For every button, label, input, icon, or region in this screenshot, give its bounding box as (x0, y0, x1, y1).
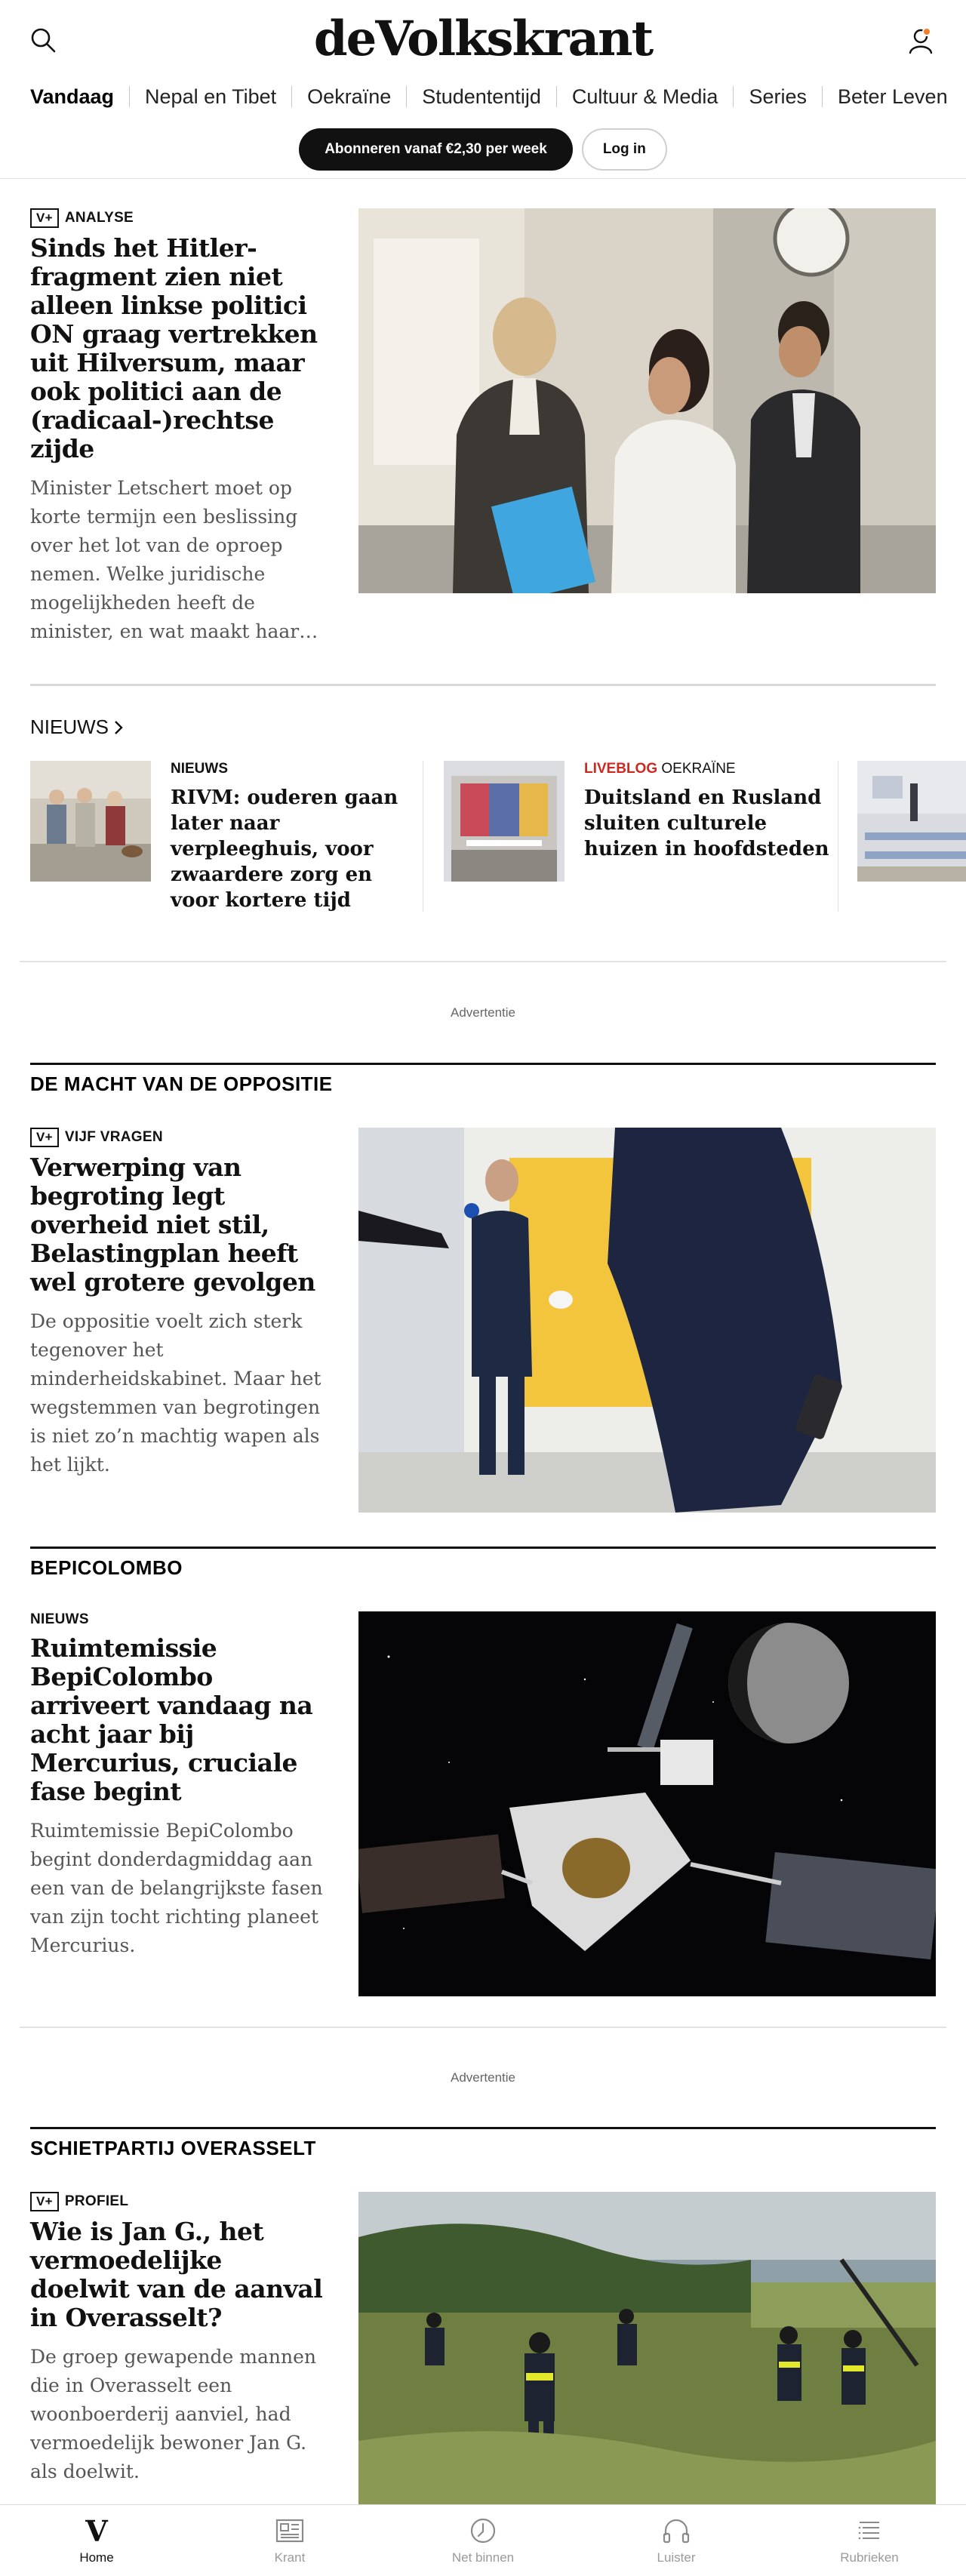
article-photo[interactable] (358, 2192, 936, 2504)
article-headline[interactable]: Wie is Jan G., het vermoedelijke doelwit van de aanval in Overasselt? (30, 2217, 323, 2332)
article-kicker: NIEUWS (30, 1611, 89, 1627)
news-kicker: NIEUWS (171, 761, 228, 777)
politicians-hallway-photo (358, 208, 936, 593)
news-thumbnail (857, 761, 966, 882)
headphones-icon (659, 2516, 694, 2546)
news-title[interactable]: RIVM: ouderen gaan later naar verpleeghuis, voor zwaardere zorg en voor kortere tijd (171, 786, 398, 912)
account-button[interactable] (906, 26, 937, 57)
cultural-building-photo (444, 761, 565, 882)
clock-icon (466, 2516, 500, 2546)
tab-krant[interactable] (193, 2505, 386, 2576)
advertisement-label: Advertentie (451, 2070, 515, 2085)
nav-divider (822, 86, 823, 107)
nav-item-vandaag[interactable]: Vandaag (30, 85, 115, 108)
list-icon (852, 2516, 887, 2546)
liveblog-badge: LIVEBLOG (584, 761, 658, 777)
tab-home[interactable] (0, 2505, 193, 2576)
article-text (30, 208, 325, 646)
premium-badge: V+ (30, 2192, 59, 2211)
nav-item-beter-leven[interactable]: Beter Leven (837, 85, 948, 108)
login-button[interactable]: Log in (582, 128, 667, 171)
premium-badge: V+ (30, 1128, 59, 1147)
article-kicker: PROFIEL (64, 2193, 129, 2209)
nav-divider (406, 86, 407, 107)
article-intro: Ruimtemissie BepiColombo begint donderdagmiddag aan een van de belangrijkste fasen van zijn tocht richting planeet Mercurius. (30, 1820, 323, 1956)
tab-label: Krant (274, 2550, 306, 2565)
article-text (30, 2192, 325, 2486)
news-card[interactable] (30, 761, 430, 912)
advertisement-label: Advertentie (451, 1005, 515, 1020)
article-photo[interactable] (358, 1128, 936, 1513)
premium-badge: V+ (30, 208, 59, 228)
nav-divider (129, 86, 130, 107)
section-rule (30, 2127, 936, 2129)
section-rule (30, 1547, 936, 1549)
tab-label: Home (79, 2550, 114, 2565)
news-thumbnail (30, 761, 151, 882)
news-kicker: OEKRAÏNE (661, 761, 736, 777)
article-text (30, 1128, 325, 1479)
news-card-partial[interactable] (857, 761, 966, 912)
nav-divider (733, 86, 734, 107)
bottom-tab-bar (0, 2504, 966, 2576)
nav-divider (291, 86, 292, 107)
article-intro: Minister Letschert moet op korte termijn een beslissing over het lot van de oproep nemen. Welke juridische mogelijkheden heeft de minister, en wat maakt haar… (30, 477, 318, 642)
article-headline[interactable]: Sinds het Hitler-fragment zien niet alleen linkse politici ON graag vertrekken uit Hilversum, maar ook politici aan de (radicaal-)rechtse zijde (30, 233, 318, 463)
article-card[interactable] (30, 2192, 936, 2504)
svg-text:V: V (85, 2516, 108, 2546)
tab-label: Rubrieken (840, 2550, 899, 2565)
subscription-bar (0, 128, 966, 171)
news-body (171, 761, 420, 913)
article-card[interactable] (30, 1611, 936, 1996)
notification-dot (922, 27, 931, 36)
tab-label: Luister (657, 2550, 696, 2565)
article-text (30, 1611, 325, 1960)
nav-item-series[interactable]: Series (749, 85, 807, 108)
nav-item-studententijd[interactable]: Studententijd (422, 85, 541, 108)
section-rule (30, 1063, 936, 1065)
article-label (30, 208, 325, 228)
article-label (30, 2192, 325, 2211)
news-label (171, 761, 420, 777)
news-label (584, 761, 833, 777)
police-search-photo (358, 2192, 936, 2504)
article-intro: De oppositie voelt zich sterk tegenover het minderheidskabinet. Maar het wegstemmen van begrotingen is niet zo’n machtig wapen als het lijkt. (30, 1310, 321, 1476)
nav-item-cultuur-media[interactable]: Cultuur & Media (571, 85, 718, 108)
news-card[interactable] (444, 761, 844, 912)
section-divider (20, 2027, 946, 2028)
article-headline[interactable]: Ruimtemissie BepiColombo arriveert vandaag na acht jaar bij Mercurius, cruciale fase begint (30, 1633, 313, 1806)
section-title[interactable]: SCHIETPARTIJ OVERASSELT (30, 2137, 316, 2159)
spacecraft-mercury-photo (358, 1611, 936, 1996)
news-heading[interactable] (30, 716, 124, 739)
user-icon (906, 26, 937, 57)
article-label (30, 1128, 325, 1147)
header-divider (0, 178, 966, 179)
lead-article[interactable] (30, 208, 936, 642)
news-thumbnail (444, 761, 565, 882)
tab-net-binnen[interactable] (386, 2505, 580, 2576)
article-photo[interactable] (358, 208, 936, 593)
tab-label: Net binnen (451, 2550, 515, 2565)
section-divider (30, 684, 936, 686)
article-label (30, 1611, 325, 1628)
nav-item-oekraine[interactable]: Oekraïne (307, 85, 392, 108)
section-title[interactable]: BEPICOLOMBO (30, 1556, 183, 1579)
section-nav (30, 82, 948, 112)
article-intro: De groep gewapende mannen die in Overasselt een woonboerderij aanviel, had vermoedelijk bewoner Jan G. als doelwit. (30, 2346, 316, 2482)
section-divider (20, 961, 946, 962)
article-headline[interactable]: Verwerping van begroting legt overheid niet stil, Belastingplan heeft wel grotere gevolgen (30, 1153, 315, 1297)
article-kicker: ANALYSE (64, 210, 134, 226)
nav-item-nepal-en-tibet[interactable]: Nepal en Tibet (145, 85, 277, 108)
newspaper-icon (272, 2516, 307, 2546)
article-photo[interactable] (358, 1611, 936, 1996)
classroom-photo (857, 761, 966, 882)
news-heading-label: NIEUWS (30, 716, 109, 738)
politician-interview-photo (358, 1128, 936, 1513)
article-kicker: VIJF VRAGEN (64, 1129, 163, 1145)
top-bar (0, 0, 966, 75)
subscribe-button[interactable]: Abonneren vanaf €2,30 per week (299, 128, 573, 171)
article-card[interactable] (30, 1128, 936, 1513)
section-title[interactable]: DE MACHT VAN DE OPPOSITIE (30, 1073, 333, 1095)
news-body (584, 761, 833, 862)
tab-rubrieken[interactable] (773, 2505, 966, 2576)
site-logo[interactable]: deVolkskrant (313, 11, 653, 67)
elderly-people-photo (30, 761, 151, 882)
nav-divider (556, 86, 557, 107)
tab-luister[interactable] (580, 2505, 773, 2576)
news-title[interactable]: Duitsland en Rusland sluiten culturele huizen in hoofdsteden (584, 786, 829, 860)
chevron-right-icon (113, 719, 124, 736)
v-logo-icon (79, 2516, 114, 2546)
